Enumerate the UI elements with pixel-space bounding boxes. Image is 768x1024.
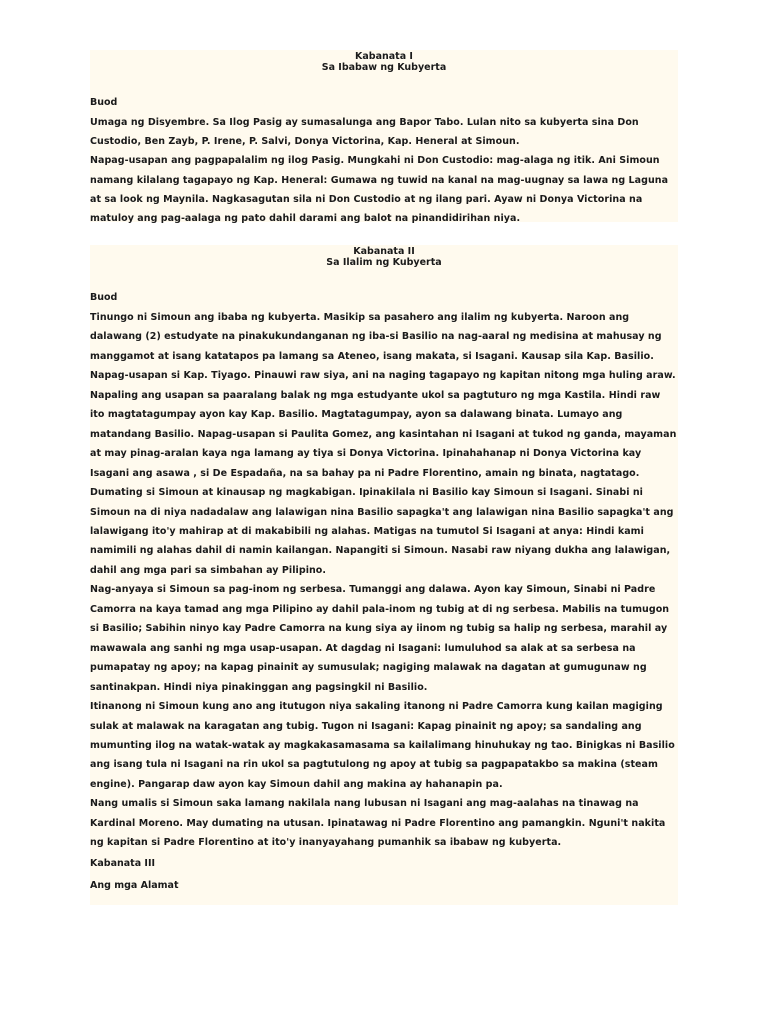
chapter-3-number: Kabanata III — [90, 857, 156, 869]
chapter-2-section — [90, 245, 678, 905]
chapter-2-paragraph-3: Nag-anyaya si Simoun sa pag-inom ng serbesa. Tumanggi ang dalawa. Ayon kay Simoun, Sinabi ni Padre Camorra na kaya tamad ang mga Pilipino ay dahil pala-inom ng tubig at di ng serbesa. Mabilis na tumugon si Basilio; Sabihin ninyo kay Padre Camorra na kung siya ay iinom ng tubig sa halip ng serbesa, marahil ay mawawala ang sanhi ng mga usap-usapan. At dagdag ni Isagani: lumuluhod sa alak at sa serbesa na pumapatay ng apoy; na kapag pinainit ay sumusulak; nagiging malawak na dagatan at gumugunaw ng santinakpan. Hindi niya pinakinggan ang pagsingkil ni Basilio. — [90, 584, 670, 693]
chapter-2-heading — [90, 245, 678, 268]
chapter-2-summary-label: Buod — [90, 292, 118, 303]
chapter-2-paragraph-5: Nang umalis si Simoun saka lamang nakilala nang lubusan ni Isagani ang mag-aalahas na tinawag na Kardinal Moreno. May dumating na utusan. Ipinatawag ni Padre Florentino ang pamangkin. Nguni't nakita ng kapitan si Padre Florentino at ito'y inanyayahang pumanhik sa ibabaw ng kubyerta. — [90, 798, 666, 849]
chapter-1-number: Kabanata I — [355, 51, 413, 62]
chapter-3-title: Ang mga Alamat — [90, 879, 179, 891]
chapter-2-title: Sa Ilalim ng Kubyerta — [326, 257, 442, 268]
chapter-1-summary-label: Buod — [90, 97, 118, 108]
chapter-1-heading — [90, 50, 678, 73]
chapter-2-paragraph-1: Tinungo ni Simoun ang ibaba ng kubyerta. Masikip sa pasahero ang ilalim ng kubyerta. Naroon ang dalawang (2) estudyate na pinakukundanganan ng iba-si Basilio na nag-aaral ng medisina at mahusay ng manggamot at isang katatapos pa lamang sa Ateneo, isang makata, si Isagani. Kausap sila Kap. Basilio. Napag-usapan si Kap. Tiyago. Pinauwi raw siya, ani na naging tagapayo ng kapitan nitong mga huling araw. Napaling ang usapan sa paaralang balak ng mga estudyante ukol sa pagtuturo ng mga Kastila. Hindi raw ito magtatagumpay ayon kay Kap. Basilio. Magtatagumpay, ayon sa dalawang binata. Lumayo ang matandang Basilio. Napag-usapan si Paulita Gomez, ang kasintahan ni Isagani at tukod ng ganda, mayaman at may pinag-aralan kaya nga lamang ay tiya si Donya Victorina. Ipinahahanap ni Donya Victorina kay Isagani ang asawa , si De Espadaña, na sa bahay pa ni Padre Florentino, amain ng binata, nagtatago. — [90, 312, 677, 479]
chapter-2-number: Kabanata II — [353, 246, 415, 257]
chapter-1-paragraph-2: Napag-usapan ang pagpapalalim ng ilog Pasig. Mungkahi ni Don Custodio: mag-alaga ng itik. Ani Simoun namang kilalang tagapayo ng Kap. Heneral: Gumawa ng tuwid na kanal na mag-uugnay sa lawa ng Laguna at sa look ng Maynila. Nagkasagutan sila ni Don Custodio at ng ilang pari. Ayaw ni Donya Victorina na matuloy ang pag-aalaga ng pato dahil darami ang balot na pinandidirihan niya. — [90, 155, 669, 225]
chapter-1-section — [90, 50, 678, 225]
chapter-2-paragraph-4: Itinanong ni Simoun kung ano ang itutugon niya sakaling itanong ni Padre Camorra kung kailan magiging sulak at malawak na karagatan ang tubig. Tugon ni Isagani: Kapag pinainit ng apoy; sa sandaling ang mumunting ilog na watak-watak ay magkakasamasama sa kailalimang hinuhukay ng tao. Binigkas ni Basilio ang isang tula ni Isagani na rin ukol sa pagtutulong ng apoy at tubig sa pagpapatakbo sa makina (steam engine). Pangarap daw ayon kay Simoun dahil ang makina ay hahanapin pa. — [90, 701, 675, 790]
chapter-1-title: Sa Ibabaw ng Kubyerta — [321, 62, 447, 73]
chapter-2-paragraph-2: Dumating si Simoun at kinausap ng magkabigan. Ipinakilala ni Basilio kay Simoun si Isagani. Sinabi ni Simoun na di niya nadadalaw ang lalawigan nina Basilio sapagka't ang lalawigan nina Basilio sapagka't ang lalawigang ito'y mahirap at di makabibili ng alahas. Matigas na tumutol Si Isagani at anya: Hindi kami namimili ng alahas dahil di namin kailangan. Napangiti si Simoun. Nasabi raw niyang dukha ang lalawigan, dahil ang mga pari sa simbahan ay Pilipino. — [90, 487, 674, 576]
chapter-1-paragraph-1: Umaga ng Disyembre. Sa Ilog Pasig ay sumasalunga ang Bapor Tabo. Lulan nito sa kubyerta sina Don Custodio, Ben Zayb, P. Irene, P. Salvi, Donya Victorina, Kap. Heneral at Simoun. — [90, 117, 639, 148]
